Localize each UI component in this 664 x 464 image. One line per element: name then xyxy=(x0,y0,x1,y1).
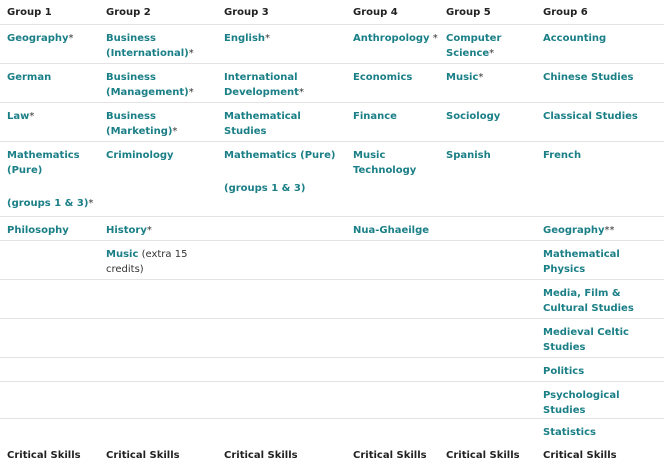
subject-link[interactable]: International Development xyxy=(224,71,299,98)
subject-link[interactable]: Computer Science xyxy=(446,32,502,59)
subject-cell xyxy=(346,102,439,141)
subject-cell xyxy=(346,240,439,279)
table-row xyxy=(0,24,664,63)
subject-cell xyxy=(217,102,346,141)
spacer xyxy=(224,163,346,181)
table-row xyxy=(0,63,664,102)
subject-cell xyxy=(99,418,217,442)
subject-cell xyxy=(217,141,346,216)
subject-cell xyxy=(346,216,439,240)
footer-row xyxy=(0,442,664,464)
subject-cell xyxy=(439,141,536,216)
requirement-mark: * xyxy=(298,86,304,98)
subject-link[interactable]: Accounting xyxy=(543,32,607,44)
subject-cell xyxy=(536,357,664,381)
subject-link[interactable]: Nua-Ghaeilge xyxy=(353,224,430,236)
subject-cell xyxy=(536,24,664,63)
subject-link-groups-note[interactable]: (groups 1 & 3) xyxy=(224,182,306,194)
table-row xyxy=(0,357,664,381)
subject-cell xyxy=(439,357,536,381)
subject-cell xyxy=(536,318,664,357)
subject-link-groups-note[interactable]: (groups 1 & 3) xyxy=(7,197,89,209)
subject-cell xyxy=(99,381,217,418)
subject-cell xyxy=(217,63,346,102)
subject-link[interactable]: Medieval Celtic Studies xyxy=(543,326,629,353)
subject-cell xyxy=(346,418,439,442)
critical-skills-cell: Critical Skills xyxy=(224,449,298,461)
subject-link[interactable]: Anthropology xyxy=(353,32,430,44)
subject-cell xyxy=(99,279,217,318)
subject-link[interactable]: Law xyxy=(7,110,30,122)
subject-cell xyxy=(0,240,99,279)
subject-cell xyxy=(0,102,99,141)
subject-link[interactable]: Criminology xyxy=(106,149,174,161)
subject-link[interactable]: Philosophy xyxy=(7,224,69,236)
subject-cell xyxy=(439,279,536,318)
subject-cell xyxy=(217,381,346,418)
subject-cell xyxy=(439,216,536,240)
subject-cell xyxy=(217,318,346,357)
subject-cell xyxy=(346,141,439,216)
table-row xyxy=(0,279,664,318)
subject-cell xyxy=(0,418,99,442)
subject-cell xyxy=(0,318,99,357)
subject-cell xyxy=(536,102,664,141)
subject-cell xyxy=(536,240,664,279)
requirement-mark: * xyxy=(68,32,74,44)
table-row xyxy=(0,102,664,141)
subject-link[interactable]: Politics xyxy=(543,365,585,377)
subject-cell xyxy=(536,279,664,318)
subject-cell xyxy=(99,357,217,381)
subject-link[interactable]: Mathematical Studies xyxy=(224,110,301,137)
subject-cell xyxy=(217,357,346,381)
subject-link[interactable]: Business (Marketing) xyxy=(106,110,173,137)
subject-cell xyxy=(439,240,536,279)
subject-link[interactable]: Music xyxy=(106,248,139,260)
requirement-mark: * xyxy=(265,32,271,44)
subject-link[interactable]: Business (International) xyxy=(106,32,189,59)
subject-cell xyxy=(0,216,99,240)
requirement-mark: ** xyxy=(604,224,615,236)
subject-link[interactable]: Media, Film & Cultural Studies xyxy=(543,287,634,314)
header-row xyxy=(0,0,664,24)
table-row xyxy=(0,418,664,442)
subject-cell xyxy=(439,102,536,141)
subject-cell xyxy=(0,141,99,216)
subject-cell xyxy=(439,381,536,418)
subject-link[interactable]: Mathematics (Pure) xyxy=(7,149,80,176)
subject-cell xyxy=(99,63,217,102)
subject-cell xyxy=(346,24,439,63)
subject-link[interactable]: German xyxy=(7,71,52,83)
subject-link[interactable]: Business (Management) xyxy=(106,71,189,98)
subject-cell xyxy=(99,216,217,240)
table-row xyxy=(0,240,664,279)
group-1-header: Group 1 xyxy=(7,7,52,18)
subject-cell xyxy=(536,63,664,102)
requirement-mark: * xyxy=(188,47,194,59)
subject-cell xyxy=(439,24,536,63)
subject-link[interactable]: Economics xyxy=(353,71,413,83)
requirement-mark: * xyxy=(172,125,178,137)
requirement-mark: * xyxy=(478,71,484,83)
subject-link[interactable]: Chinese Studies xyxy=(543,71,634,83)
subject-cell xyxy=(217,24,346,63)
requirement-mark: (extra 15 credits) xyxy=(106,248,188,275)
requirement-mark: * xyxy=(489,47,495,59)
subject-cell xyxy=(0,63,99,102)
subject-link[interactable]: Mathematical Physics xyxy=(543,248,620,275)
subject-cell xyxy=(0,357,99,381)
requirement-mark: * xyxy=(429,32,438,44)
subject-cell xyxy=(536,418,664,442)
subject-cell xyxy=(217,279,346,318)
table-row xyxy=(0,141,664,216)
subject-cell xyxy=(439,418,536,442)
subject-cell xyxy=(346,381,439,418)
table-row xyxy=(0,318,664,357)
group-5-header: Group 5 xyxy=(446,7,491,18)
group-4-header: Group 4 xyxy=(353,7,398,18)
group-2-header: Group 2 xyxy=(106,7,151,18)
subject-cell xyxy=(99,240,217,279)
subject-cell xyxy=(217,418,346,442)
subject-cell xyxy=(346,357,439,381)
critical-skills-cell: Critical Skills xyxy=(543,449,617,461)
subject-cell xyxy=(99,102,217,141)
requirement-mark: * xyxy=(188,86,194,98)
subject-link[interactable]: Spanish xyxy=(446,149,491,161)
subject-link[interactable]: French xyxy=(543,149,582,161)
subject-link[interactable]: Geography xyxy=(7,32,69,44)
subject-link[interactable]: Mathematics (Pure) xyxy=(224,149,336,161)
subject-cell xyxy=(99,141,217,216)
table-row xyxy=(0,381,664,418)
subject-link[interactable]: Statistics xyxy=(543,426,596,438)
subject-link[interactable]: English xyxy=(224,32,266,44)
critical-skills-cell: Critical Skills xyxy=(7,449,81,461)
critical-skills-cell: Critical Skills xyxy=(106,449,180,461)
subject-cell xyxy=(217,216,346,240)
subject-cell xyxy=(439,63,536,102)
requirement-mark: * xyxy=(29,110,35,122)
subject-cell xyxy=(99,318,217,357)
subject-link[interactable]: Psychological Studies xyxy=(543,389,620,416)
critical-skills-cell: Critical Skills xyxy=(446,449,520,461)
subject-link[interactable]: Music Technology xyxy=(353,149,417,176)
subject-cell xyxy=(346,318,439,357)
subject-cell xyxy=(346,279,439,318)
subject-link[interactable]: Classical Studies xyxy=(543,110,638,122)
subject-cell xyxy=(536,381,664,418)
subject-cell xyxy=(0,279,99,318)
subject-cell xyxy=(0,381,99,418)
requirement-mark: * xyxy=(88,197,94,209)
group-6-header: Group 6 xyxy=(543,7,588,18)
subject-link[interactable]: Music xyxy=(446,71,479,83)
subject-cell xyxy=(99,24,217,63)
subject-cell xyxy=(346,63,439,102)
subject-link[interactable]: Geography xyxy=(543,224,605,236)
subject-cell xyxy=(217,240,346,279)
subject-cell xyxy=(536,141,664,216)
requirement-mark: * xyxy=(146,224,152,236)
subject-cell xyxy=(0,24,99,63)
subject-link[interactable]: Finance xyxy=(353,110,397,122)
subject-link[interactable]: History xyxy=(106,224,147,236)
critical-skills-cell: Critical Skills xyxy=(353,449,427,461)
table-row xyxy=(0,216,664,240)
subject-link[interactable]: Sociology xyxy=(446,110,501,122)
spacer xyxy=(7,178,99,196)
subject-cell xyxy=(536,216,664,240)
group-3-header: Group 3 xyxy=(224,7,269,18)
subject-cell xyxy=(439,318,536,357)
